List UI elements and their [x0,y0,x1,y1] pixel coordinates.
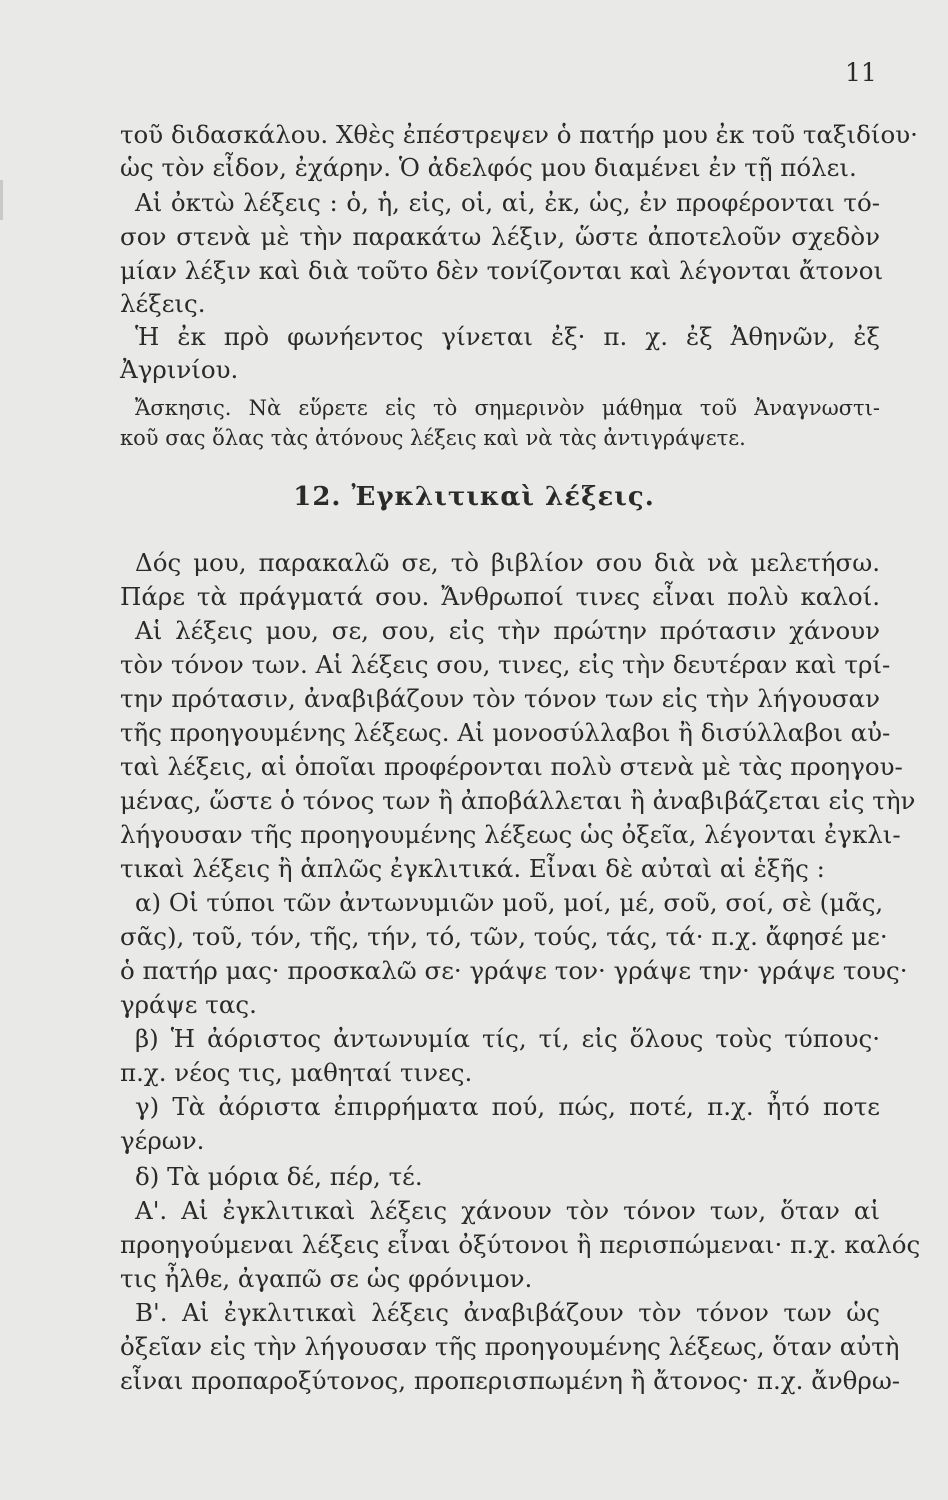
page-edge-mark [0,180,3,220]
text-line: προηγούμεναι λέξεις εἶναι ὀξύτονοι ἢ περισπώμεναι· π.χ. καλός [120,1230,921,1259]
text-line: γράψε τας. [120,990,257,1019]
text-line: Πάρε τὰ πράγματά σου. Ἄνθρωποί τινες εἶναι πολὺ καλοί. [120,582,880,611]
text-line: λέξεις. [120,289,206,318]
rule-b: Β'. Αἱ ἐγκλιτικαὶ λέξεις ἀναβιβάζουν τὸν τόνον των ὡς [135,1298,880,1327]
text-line: τοῦ διδασκάλου. Χθὲς ἐπέστρεψεν ὁ πατήρ μου ἐκ τοῦ ταξιδίου· [120,120,918,149]
text-line: την πρότασιν, ἀναβιβάζουν τὸν τόνον των εἰς τὴν λήγουσαν [120,684,880,713]
rule-a: Α'. Αἱ ἐγκλιτικαὶ λέξεις χάνουν τὸν τόνον των, ὅταν αἱ [135,1196,880,1225]
text-line: μίαν λέξιν καὶ διὰ τοῦτο δὲν τονίζονται καὶ λέγονται ἄτονοι [120,256,884,285]
exercise-line: κοῦ σας ὅλας τὰς ἀτόνους λέξεις καὶ νὰ τὰς ἀντιγράψετε. [120,426,746,450]
text-line: τῆς προηγουμένης λέξεως. Αἱ μονοσύλλαβοι ἢ δισύλλαβοι αὐ- [120,718,891,747]
text-line: λήγουσαν τῆς προηγουμένης λέξεως ὡς ὀξεῖα, λέγονται ἐγκλι- [120,820,901,849]
list-item-d: δ) Τὰ μόρια δέ, πέρ, τέ. [135,1162,423,1191]
text-line: τικαὶ λέξεις ἢ ἁπλῶς ἐγκλιτικά. Εἶναι δὲ αὐταὶ αἱ ἑξῆς : [120,854,825,883]
page-number: 11 [845,58,877,87]
text-line: μένας, ὥστε ὁ τόνος των ἢ ἀποβάλλεται ἢ ἀναβιβάζεται εἰς τὴν [120,786,916,815]
text-line: γέρων. [120,1126,205,1155]
text-line: σᾶς), τοῦ, τόν, τῆς, τήν, τό, τῶν, τούς, τάς, τά· π.χ. ἄφησέ με· [120,922,888,951]
list-item-b: β) Ἡ ἀόριστος ἀντωνυμία τίς, τί, εἰς ὅλους τοὺς τύπους· [135,1024,880,1053]
text-line: τὸν τόνον των. Αἱ λέξεις σου, τινες, εἰς τὴν δευτέραν καὶ τρί- [120,650,891,679]
section-heading: 12. Ἐγκλιτικαὶ λέξεις. [293,482,655,512]
text-line: Ἡ ἐκ πρὸ φωνήεντος γίνεται ἐξ· π. χ. ἐξ Ἀθηνῶν, ἐξ [135,322,880,351]
text-line: π.χ. νέος τις, μαθηταί τινες. [120,1058,473,1087]
text-line: ταὶ λέξεις, αἱ ὁποῖαι προφέρονται πολὺ στενὰ μὲ τὰς προηγου- [120,752,903,781]
exercise-line: Ἄσκησις. Νὰ εὕρετε εἰς τὸ σημερινὸν μάθημα τοῦ Ἀναγνωστι- [135,396,880,420]
text-line: εἶναι προπαροξύτονος, προπερισπωμένη ἢ ἄτονος· π.χ. ἄνθρω- [120,1366,901,1395]
list-item-c: γ) Τὰ ἀόριστα ἐπιρρήματα πού, πώς, ποτέ, π.χ. ἦτό ποτε [135,1092,880,1121]
text-line: Ἀγρινίου. [120,355,239,384]
text-line: Δός μου, παρακαλῶ σε, τὸ βιβλίον σου διὰ νὰ μελετήσω. [135,548,880,577]
text-line: ὁ πατήρ μας· προσκαλῶ σε· γράψε τον· γράψε την· γράψε τους· [120,956,908,985]
text-line: τις ἦλθε, ἀγαπῶ σε ὡς φρόνιμον. [120,1264,533,1293]
text-line: ὡς τὸν εἶδον, ἐχάρην. Ὁ ἀδελφός μου διαμένει ἐν τῇ πόλει. [120,153,857,182]
text-line: Αἱ λέξεις μου, σε, σου, εἰς τὴν πρώτην πρότασιν χάνουν [135,616,880,645]
text-line: Αἱ ὀκτὼ λέξεις : ὁ, ἡ, εἰς, οἱ, αἱ, ἐκ, ὡς, ἐν προφέρονται τό- [135,188,880,217]
text-line: ὀξεῖαν εἰς τὴν λήγουσαν τῆς προηγουμένης λέξεως, ὅταν αὐτὴ [120,1332,900,1361]
list-item-a: α) Οἱ τύποι τῶν ἀντωνυμιῶν μοῦ, μοί, μέ, σοῦ, σοί, σὲ (μᾶς, [135,888,884,917]
text-line: σον στενὰ μὲ τὴν παρακάτω λέξιν, ὥστε ἀποτελοῦν σχεδὸν [120,222,880,251]
